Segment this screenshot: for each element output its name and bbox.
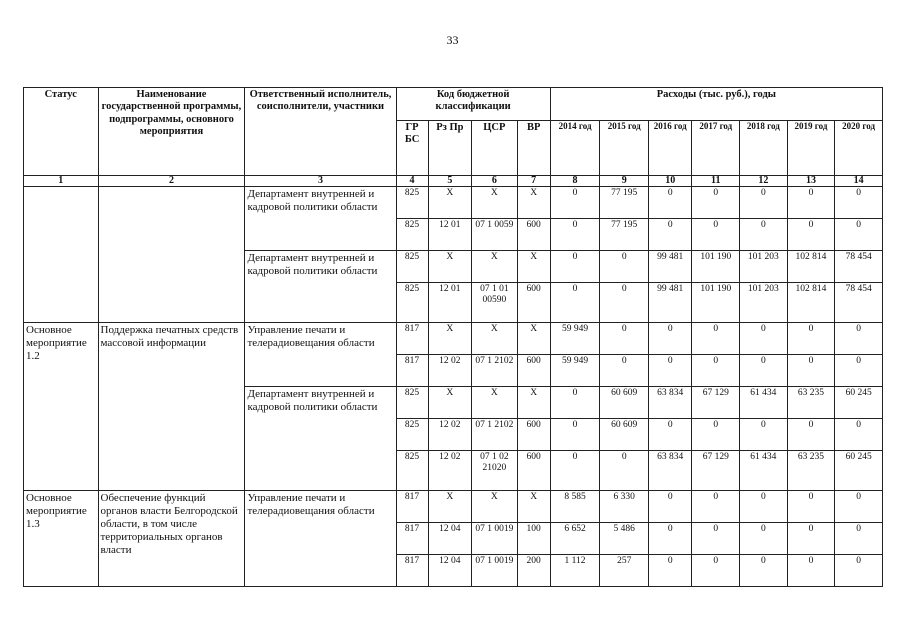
expense-cell: 101 190 bbox=[692, 283, 740, 323]
budget-code-cell: 825 bbox=[396, 251, 428, 283]
column-number: 5 bbox=[428, 176, 471, 187]
expense-cell: 0 bbox=[740, 555, 788, 587]
budget-code-cell: 600 bbox=[517, 419, 550, 451]
budget-code-cell: 600 bbox=[517, 283, 550, 323]
header-year: 2020 год bbox=[835, 121, 883, 176]
expense-cell: 0 bbox=[550, 219, 600, 251]
header-code: Рз Пр bbox=[428, 121, 471, 176]
expense-cell: 0 bbox=[600, 251, 649, 283]
budget-code-cell: 825 bbox=[396, 187, 428, 219]
expense-cell: 60 609 bbox=[600, 419, 649, 451]
column-number: 10 bbox=[649, 176, 692, 187]
table-row bbox=[24, 491, 883, 523]
header-executor: Ответственный исполнитель, соисполнители, участники bbox=[245, 88, 396, 176]
budget-code-cell: Х bbox=[517, 323, 550, 355]
expense-cell: 0 bbox=[649, 355, 692, 387]
expense-cell: 0 bbox=[787, 555, 835, 587]
expense-cell: 67 129 bbox=[692, 387, 740, 419]
budget-code-cell: 600 bbox=[517, 355, 550, 387]
expense-cell: 77 195 bbox=[600, 187, 649, 219]
expense-cell: 0 bbox=[835, 323, 883, 355]
expense-cell: 0 bbox=[740, 419, 788, 451]
column-number: 14 bbox=[835, 176, 883, 187]
header-code: ЦСР bbox=[472, 121, 518, 176]
expense-cell: 0 bbox=[649, 491, 692, 523]
expense-cell: 0 bbox=[600, 355, 649, 387]
budget-code-cell: 07 1 02 21020 bbox=[472, 451, 518, 491]
expense-cell: 0 bbox=[692, 491, 740, 523]
column-number: 2 bbox=[98, 176, 245, 187]
expense-cell: 0 bbox=[692, 523, 740, 555]
expense-cell: 59 949 bbox=[550, 323, 600, 355]
expense-cell: 61 434 bbox=[740, 451, 788, 491]
header-program-name: Наименование государственной программы, подпрограммы, основного мероприятия bbox=[98, 88, 245, 176]
budget-code-cell: 12 02 bbox=[428, 355, 471, 387]
expense-cell: 0 bbox=[600, 323, 649, 355]
expense-cell: 0 bbox=[787, 187, 835, 219]
expense-cell: 6 652 bbox=[550, 523, 600, 555]
expense-cell: 1 112 bbox=[550, 555, 600, 587]
expense-cell: 102 814 bbox=[787, 251, 835, 283]
budget-code-cell: 12 02 bbox=[428, 419, 471, 451]
expense-cell: 0 bbox=[787, 355, 835, 387]
table-row bbox=[24, 323, 883, 355]
expense-cell: 63 834 bbox=[649, 387, 692, 419]
expense-cell: 0 bbox=[787, 419, 835, 451]
expense-cell: 5 486 bbox=[600, 523, 649, 555]
expense-cell: 0 bbox=[550, 283, 600, 323]
budget-code-cell: 825 bbox=[396, 387, 428, 419]
expense-cell: 0 bbox=[835, 355, 883, 387]
column-number: 7 bbox=[517, 176, 550, 187]
budget-code-cell: Х bbox=[472, 491, 518, 523]
budget-code-cell: 825 bbox=[396, 451, 428, 491]
budget-code-cell: 07 1 2102 bbox=[472, 355, 518, 387]
page-number: 33 bbox=[446, 33, 459, 47]
budget-code-cell: 200 bbox=[517, 555, 550, 587]
expense-cell: 63 235 bbox=[787, 387, 835, 419]
budget-code-cell: 817 bbox=[396, 523, 428, 555]
expense-cell: 78 454 bbox=[835, 283, 883, 323]
header-budget-code: Код бюджетной классификации bbox=[396, 88, 550, 121]
expense-cell: 257 bbox=[600, 555, 649, 587]
budget-code-cell: Х bbox=[428, 387, 471, 419]
budget-code-cell: Х bbox=[428, 323, 471, 355]
header-year: 2016 год bbox=[649, 121, 692, 176]
expense-cell: 8 585 bbox=[550, 491, 600, 523]
expense-cell: 60 609 bbox=[600, 387, 649, 419]
expense-cell: 0 bbox=[649, 187, 692, 219]
expense-cell: 99 481 bbox=[649, 283, 692, 323]
header-code: ВР bbox=[517, 121, 550, 176]
expense-cell: 0 bbox=[550, 251, 600, 283]
budget-code-cell: Х bbox=[472, 251, 518, 283]
executor-cell: Департамент внутренней и кадровой политики области bbox=[245, 387, 396, 491]
expense-cell: 67 129 bbox=[692, 451, 740, 491]
program-name-cell: Поддержка печатных средств массовой информации bbox=[98, 323, 245, 491]
header-expenses: Расходы (тыс. руб.), годы bbox=[550, 88, 882, 121]
column-number: 11 bbox=[692, 176, 740, 187]
executor-cell: Управление печати и телерадиовещания области bbox=[245, 491, 396, 587]
column-number: 8 bbox=[550, 176, 600, 187]
header-year: 2014 год bbox=[550, 121, 600, 176]
expense-cell: 0 bbox=[787, 219, 835, 251]
budget-code-cell: 817 bbox=[396, 355, 428, 387]
expense-cell: 0 bbox=[649, 219, 692, 251]
expense-cell: 0 bbox=[692, 555, 740, 587]
expense-cell: 0 bbox=[835, 555, 883, 587]
expense-cell: 0 bbox=[740, 323, 788, 355]
budget-code-cell: 817 bbox=[396, 491, 428, 523]
budget-code-cell: Х bbox=[428, 251, 471, 283]
budget-code-cell: 07 1 0019 bbox=[472, 523, 518, 555]
header-year: 2019 год bbox=[787, 121, 835, 176]
budget-code-cell: 12 04 bbox=[428, 523, 471, 555]
budget-code-cell: 12 01 bbox=[428, 219, 471, 251]
budget-code-cell: 600 bbox=[517, 451, 550, 491]
expense-cell: 0 bbox=[550, 387, 600, 419]
expense-cell: 0 bbox=[692, 323, 740, 355]
column-number: 12 bbox=[740, 176, 788, 187]
expense-cell: 0 bbox=[835, 219, 883, 251]
budget-code-cell: Х bbox=[472, 387, 518, 419]
expense-cell: 78 454 bbox=[835, 251, 883, 283]
budget-code-cell: 100 bbox=[517, 523, 550, 555]
budget-table bbox=[23, 87, 883, 587]
header-code: ГР БС bbox=[396, 121, 428, 176]
expense-cell: 0 bbox=[692, 219, 740, 251]
table-body bbox=[24, 187, 883, 587]
expense-cell: 0 bbox=[740, 355, 788, 387]
expense-cell: 102 814 bbox=[787, 283, 835, 323]
budget-code-cell: 07 1 0019 bbox=[472, 555, 518, 587]
budget-code-cell: 07 1 0059 bbox=[472, 219, 518, 251]
header-status: Статус bbox=[24, 88, 99, 176]
column-number: 6 bbox=[472, 176, 518, 187]
expense-cell: 0 bbox=[787, 323, 835, 355]
expense-cell: 63 834 bbox=[649, 451, 692, 491]
budget-code-cell: 825 bbox=[396, 419, 428, 451]
executor-cell: Департамент внутренней и кадровой политики области bbox=[245, 187, 396, 251]
expense-cell: 0 bbox=[550, 451, 600, 491]
status-cell: Основное мероприятие 1.2 bbox=[24, 323, 99, 491]
executor-cell: Управление печати и телерадиовещания области bbox=[245, 323, 396, 387]
expense-cell: 0 bbox=[550, 419, 600, 451]
expense-cell: 0 bbox=[649, 523, 692, 555]
expense-cell: 60 245 bbox=[835, 451, 883, 491]
column-number: 13 bbox=[787, 176, 835, 187]
header-year: 2017 год bbox=[692, 121, 740, 176]
executor-cell: Департамент внутренней и кадровой политики области bbox=[245, 251, 396, 323]
header-year: 2015 год bbox=[600, 121, 649, 176]
budget-code-cell: Х bbox=[428, 187, 471, 219]
expense-cell: 0 bbox=[740, 523, 788, 555]
budget-code-cell: Х bbox=[472, 187, 518, 219]
expense-cell: 60 245 bbox=[835, 387, 883, 419]
expense-cell: 0 bbox=[692, 419, 740, 451]
expense-cell: 0 bbox=[787, 491, 835, 523]
budget-code-cell: 07 1 2102 bbox=[472, 419, 518, 451]
expense-cell: 0 bbox=[835, 419, 883, 451]
budget-code-cell: 825 bbox=[396, 283, 428, 323]
expense-cell: 0 bbox=[692, 355, 740, 387]
expense-cell: 0 bbox=[649, 323, 692, 355]
budget-code-cell: Х bbox=[517, 187, 550, 219]
expense-cell: 0 bbox=[649, 419, 692, 451]
status-cell: Основное мероприятие 1.3 bbox=[24, 491, 99, 587]
expense-cell: 0 bbox=[600, 283, 649, 323]
budget-code-cell: 12 02 bbox=[428, 451, 471, 491]
budget-code-cell: 600 bbox=[517, 219, 550, 251]
expense-cell: 0 bbox=[835, 187, 883, 219]
column-number: 1 bbox=[24, 176, 99, 187]
expense-cell: 77 195 bbox=[600, 219, 649, 251]
program-name-cell: Обеспечение функций органов власти Белгородской области, в том числе территориальных органов власти bbox=[98, 491, 245, 587]
expense-cell: 101 203 bbox=[740, 251, 788, 283]
budget-code-cell: 12 04 bbox=[428, 555, 471, 587]
expense-cell: 101 203 bbox=[740, 283, 788, 323]
expense-cell: 63 235 bbox=[787, 451, 835, 491]
column-number: 9 bbox=[600, 176, 649, 187]
budget-code-cell: Х bbox=[472, 323, 518, 355]
column-numbers-row bbox=[24, 176, 883, 187]
budget-code-cell: Х bbox=[428, 491, 471, 523]
program-name-cell bbox=[98, 187, 245, 323]
budget-code-cell: 825 bbox=[396, 219, 428, 251]
expense-cell: 6 330 bbox=[600, 491, 649, 523]
table-row bbox=[24, 187, 883, 219]
expense-cell: 101 190 bbox=[692, 251, 740, 283]
column-number: 3 bbox=[245, 176, 396, 187]
expense-cell: 0 bbox=[835, 523, 883, 555]
expense-cell: 0 bbox=[740, 491, 788, 523]
expense-cell: 0 bbox=[692, 187, 740, 219]
expense-cell: 0 bbox=[787, 523, 835, 555]
budget-code-cell: Х bbox=[517, 491, 550, 523]
expense-cell: 0 bbox=[649, 555, 692, 587]
budget-code-cell: 07 1 01 00590 bbox=[472, 283, 518, 323]
budget-code-cell: 817 bbox=[396, 555, 428, 587]
budget-code-cell: 12 01 bbox=[428, 283, 471, 323]
budget-code-cell: 817 bbox=[396, 323, 428, 355]
budget-code-cell: Х bbox=[517, 251, 550, 283]
status-cell bbox=[24, 187, 99, 323]
expense-cell: 0 bbox=[740, 219, 788, 251]
expense-cell: 0 bbox=[740, 187, 788, 219]
expense-cell: 0 bbox=[600, 451, 649, 491]
expense-cell: 99 481 bbox=[649, 251, 692, 283]
column-number: 4 bbox=[396, 176, 428, 187]
expense-cell: 0 bbox=[835, 491, 883, 523]
expense-cell: 0 bbox=[550, 187, 600, 219]
expense-cell: 61 434 bbox=[740, 387, 788, 419]
header-year: 2018 год bbox=[740, 121, 788, 176]
budget-code-cell: Х bbox=[517, 387, 550, 419]
expense-cell: 59 949 bbox=[550, 355, 600, 387]
